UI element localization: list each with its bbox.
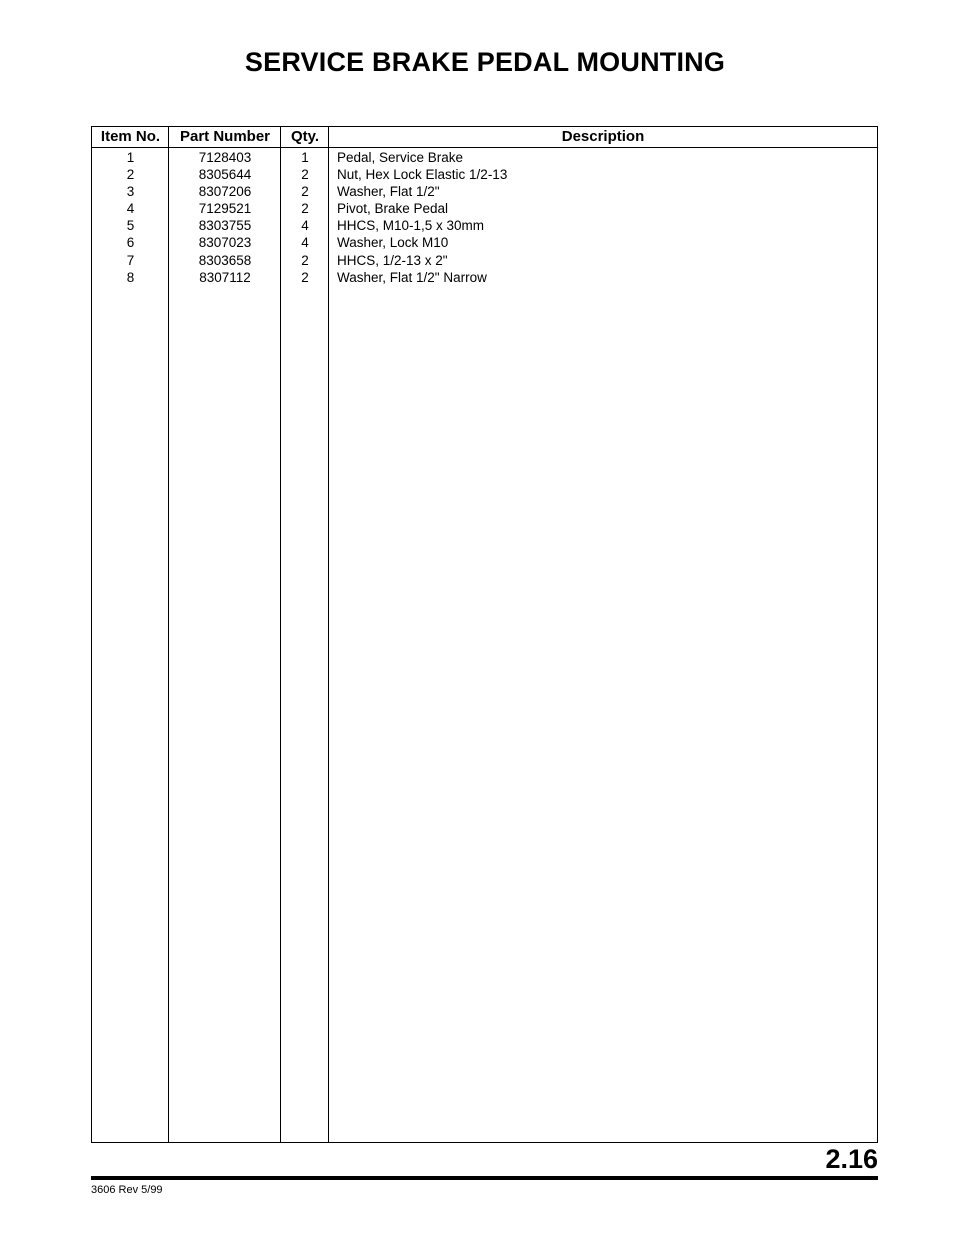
part-number-cells: [169, 149, 281, 286]
table-row-part: 8305644: [198, 167, 252, 183]
table-row-desc: Washer, Flat 1/2": [337, 184, 440, 200]
table-row-qty: 2: [301, 252, 309, 268]
header-divider: [92, 147, 877, 148]
table-row-item: 4: [126, 201, 135, 217]
description-cells: [337, 149, 867, 286]
table-row-qty: 4: [301, 235, 309, 251]
table-row-desc: HHCS, M10-1,5 x 30mm: [337, 218, 485, 234]
header-qty: Qty.: [290, 128, 320, 145]
table-row-desc: Nut, Hex Lock Elastic 1/2-13: [337, 167, 508, 183]
table-row-desc: Pivot, Brake Pedal: [337, 201, 449, 217]
table-row-item: 7: [126, 252, 135, 268]
item-no-cells: [92, 149, 169, 286]
footer-rule: [91, 1176, 878, 1180]
table-row-desc: Pedal, Service Brake: [337, 150, 464, 165]
header-item-no: Item No.: [100, 128, 161, 145]
table-row-qty: 2: [301, 269, 309, 285]
table-row-desc: Washer, Lock M10: [337, 235, 449, 251]
table-row-item: 1: [126, 150, 135, 165]
page-number: 2.16: [825, 1144, 878, 1174]
table-row-desc: HHCS, 1/2-13 x 2": [337, 252, 448, 268]
footer-document-code: 3606 Rev 5/99: [91, 1184, 163, 1196]
table-row-qty: 2: [301, 167, 309, 183]
table-row-part: 8303658: [198, 252, 252, 268]
table-row-item: 2: [126, 167, 135, 183]
qty-cells: [281, 149, 329, 286]
table-row-part: 7128403: [198, 150, 252, 165]
table-row-part: 8307023: [198, 235, 252, 251]
parts-table: [91, 126, 878, 1143]
table-row-desc: Washer, Flat 1/2" Narrow: [337, 269, 487, 285]
header-part-number: Part Number: [179, 128, 271, 145]
table-row-qty: 4: [301, 218, 309, 234]
table-row-part: 8307206: [198, 184, 252, 200]
table-row-part: 8303755: [198, 218, 252, 234]
table-row-item: 3: [126, 184, 135, 200]
table-row-qty: 2: [301, 184, 309, 200]
header-description: Description: [561, 128, 645, 145]
table-row-item: 8: [126, 269, 135, 285]
table-row-qty: 2: [301, 201, 309, 217]
table-row-item: 5: [126, 218, 135, 234]
table-row-item: 6: [126, 235, 135, 251]
table-row-qty: 1: [301, 150, 309, 165]
page-title: SERVICE BRAKE PEDAL MOUNTING: [244, 47, 726, 77]
table-row-part: 8307112: [199, 269, 251, 285]
table-row-part: 7129521: [198, 201, 252, 217]
